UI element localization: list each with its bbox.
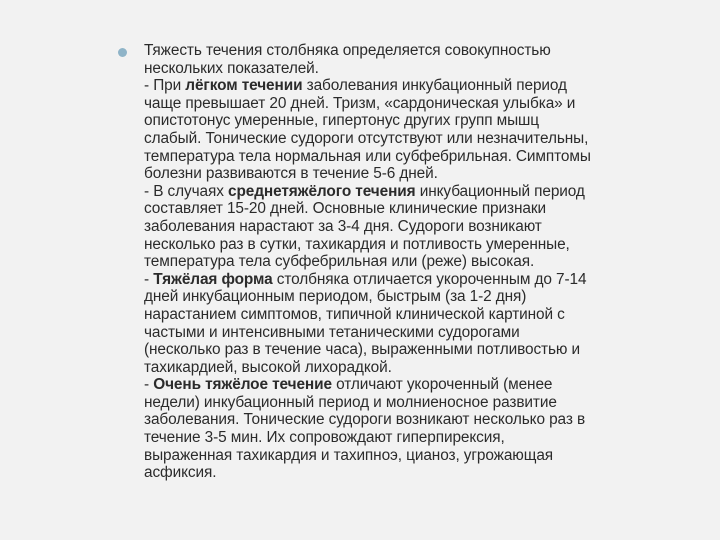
bold-term: Очень тяжёлое течение [153,376,332,394]
text-line [144,165,678,183]
text-line [144,218,678,236]
text-run: тахикардией, высокой лихорадкой. [144,358,392,376]
text-line [144,112,678,130]
text-run: - В случаях [144,182,228,200]
text-run: - [144,270,154,288]
bold-term: лёгком течении [185,77,303,95]
text-run: чаще превышает 20 дней. Тризм, «сардоническая улыбка» и [144,94,576,112]
text-run: слабый. Тонические судороги отсутствуют или незначительны, [144,129,589,147]
text-run: инкубационный период [415,182,585,200]
text-run: асфиксия. [144,464,217,482]
text-run: - При [144,77,186,95]
text-run: недели) инкубационный период и молниеносное развитие [144,393,557,411]
text-run: заболевания. Тонические судороги возникают несколько раз в [144,411,586,429]
text-run: несколько раз в сутки, тахикардия и потливость умеренные, [144,235,570,253]
text-line [144,288,678,306]
text-line [144,464,678,482]
text-line [144,42,678,60]
text-run: опистотонус умеренные, гипертонус других групп мышц [144,112,540,130]
text-run: температура тела субфебрильная или (реже) высокая. [144,253,535,271]
text-line [144,341,678,359]
bold-term: Тяжёлая форма [153,270,273,288]
text-run: нескольких показателей. [144,59,319,77]
text-line [144,60,678,78]
text-run: нарастанием симптомов, типичной клинической картиной с [144,305,565,323]
text-run: выраженная тахикардия и тахипноэ, цианоз, угрожающая [144,446,554,464]
text-line [144,359,678,377]
bullet-icon [118,48,127,57]
bold-term: среднетяжёлого течения [228,182,416,200]
text-line [144,77,678,95]
text-run: отличают укороченный (менее [331,376,553,394]
text-line [144,429,678,447]
text-run: (несколько раз в течение часа), выраженными потливостью и [144,341,581,359]
text-line [144,411,678,429]
text-line [144,200,678,218]
text-run: температура тела нормальная или субфебрильная. Симптомы [144,147,591,165]
text-line [144,253,678,271]
text-run: - [144,376,154,394]
text-line [144,324,678,342]
bullet-text [144,42,678,482]
text-run: болезни развиваются в течение 5-6 дней. [144,165,438,183]
text-line [144,95,678,113]
text-line [144,306,678,324]
text-line [144,148,678,166]
text-run: Тяжесть течения столбняка определяется совокупностью [144,42,551,59]
text-run: составляет 15-20 дней. Основные клинические признаки [144,200,546,218]
text-run: столбняка отличается укороченным до 7-14 [272,270,587,288]
text-line [144,271,678,289]
text-line [144,447,678,465]
text-run: заболевания нарастают за 3-4 дня. Судороги возникают [144,217,542,235]
text-run: течение 3-5 мин. Их сопровождают гиперпирексия, [144,429,505,447]
text-line [144,183,678,201]
text-line [144,394,678,412]
text-run: дней инкубационным периодом, быстрым (за 1-2 дня) [144,288,527,306]
text-line [144,376,678,394]
text-line [144,236,678,254]
text-run: частыми и интенсивными тетаническими судорогами [144,323,520,341]
text-line [144,130,678,148]
text-run: заболевания инкубационный период [302,77,567,95]
